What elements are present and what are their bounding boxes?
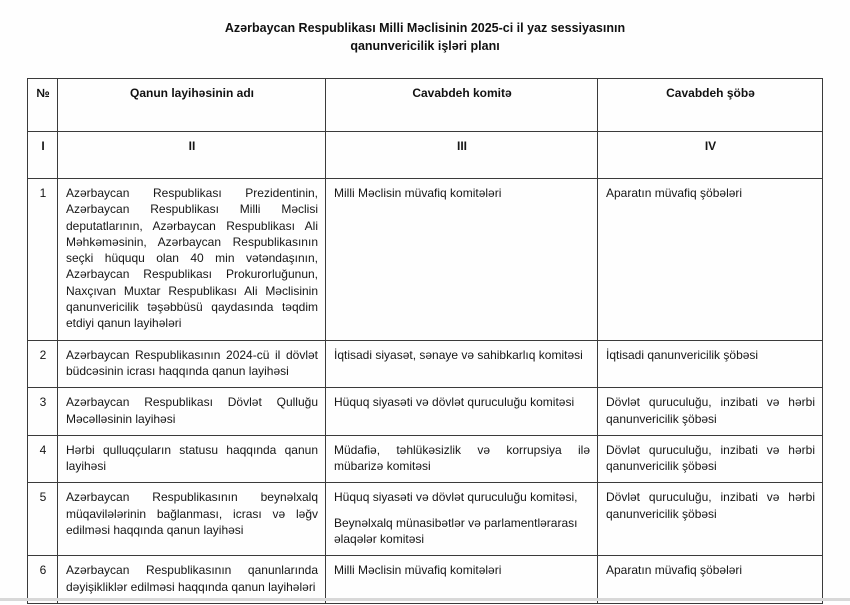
table-row (28, 483, 823, 556)
department-cell: Aparatın müvafiq şöbələri (598, 556, 823, 604)
committee-cell (326, 483, 598, 556)
law-title-cell: Azərbaycan Respublikasının beynəlxalq müqavilələrinin bağlanması, icrası və ləğv edilməsi haqqında qanun layihəsi (58, 483, 326, 556)
document-title-line2: qanunvericilik işləri planı (350, 39, 500, 53)
committee-cell (326, 556, 598, 604)
committee-cell (326, 435, 598, 483)
document-title (0, 0, 850, 55)
row-number-cell: 4 (28, 435, 58, 483)
department-cell: Dövlət quruculuğu, inzibati və hərbi qanunvericilik şöbəsi (598, 388, 823, 436)
table-numeral-row (28, 132, 823, 179)
table-row (28, 340, 823, 388)
committee-paragraph: Milli Məclisin müvafiq komitələri (334, 563, 502, 578)
row-number-cell: 3 (28, 388, 58, 436)
department-cell: Aparatın müvafiq şöbələri (598, 179, 823, 341)
numeral-col-1: I (28, 132, 58, 179)
law-title-cell: Hərbi qulluqçuların statusu haqqında qanun layihəsi (58, 435, 326, 483)
table-row (28, 388, 823, 436)
table-row (28, 179, 823, 341)
committee-paragraph: Hüquq siyasəti və dövlət quruculuğu komitəsi (334, 395, 575, 410)
row-number-cell: 1 (28, 179, 58, 341)
header-number: № (28, 79, 58, 132)
law-title-cell: Azərbaycan Respublikasının qanunlarında dəyişikliklər edilməsi haqqında qanun layihələri (58, 556, 326, 604)
header-law-name: Qanun layihəsinin adı (58, 79, 326, 132)
table-body (28, 179, 823, 604)
row-number-cell: 2 (28, 340, 58, 388)
committee-paragraph: Beynəlxalq münasibətlər və parlamentlərarası əlaqələr komitəsi (334, 515, 578, 547)
committee-cell (326, 388, 598, 436)
legislative-plan-table (27, 78, 823, 604)
committee-paragraph: Milli Məclisin müvafiq komitələri (334, 186, 502, 200)
table-row (28, 435, 823, 483)
numeral-col-3: III (326, 132, 598, 179)
numeral-col-2: II (58, 132, 326, 179)
header-responsible-department: Cavabdeh şöbə (598, 79, 823, 132)
committee-paragraph: İqtisadi siyasət, sənaye və sahibkarlıq komitəsi (334, 347, 583, 362)
row-number-cell: 6 (28, 556, 58, 604)
numeral-col-4: IV (598, 132, 823, 179)
committee-paragraph: Hüquq siyasəti və dövlət quruculuğu komitəsi, (334, 490, 578, 505)
law-title-cell: Azərbaycan Respublikası Dövlət Qulluğu Məcəlləsinin layihəsi (58, 388, 326, 436)
table-row (28, 556, 823, 604)
department-cell: Dövlət quruculuğu, inzibati və hərbi qanunvericilik şöbəsi (598, 435, 823, 483)
header-responsible-committee: Cavabdeh komitə (326, 79, 598, 132)
law-title-cell: Azərbaycan Respublikası Prezidentinin, Azərbaycan Respublikası Milli Məclisi deputatlarının, Azərbaycan Respublikası Ali Məhkəməsinin, Azərbaycan Respublikasının seçki hüququ olan 40 min vətəndaşının, Azərbaycan Respublikası Prokurorluğunun, Naxçıvan Muxtar Respublikası Ali Məclisinin qanunvericilik təşəbbüsü qaydasında təqdim etdiyi qanun layihələri (58, 179, 326, 341)
committee-cell (326, 179, 598, 341)
department-cell: Dövlət quruculuğu, inzibati və hərbi qanunvericilik şöbəsi (598, 483, 823, 556)
table-header-row (28, 79, 823, 132)
law-title-cell: Azərbaycan Respublikasının 2024-cü il dövlət büdcəsinin icrası haqqında qanun layihəsi (58, 340, 326, 388)
committee-paragraph: Müdafiə, təhlükəsizlik və korrupsiya ilə mübarizə komitəsi (334, 442, 590, 474)
document-title-line1: Azərbaycan Respublikası Milli Məclisinin 2025-ci il yaz sessiyasının (224, 21, 626, 35)
department-cell: İqtisadi qanunvericilik şöbəsi (598, 340, 823, 388)
scan-edge-shadow (0, 598, 850, 601)
committee-cell (326, 340, 598, 388)
row-number-cell: 5 (28, 483, 58, 556)
